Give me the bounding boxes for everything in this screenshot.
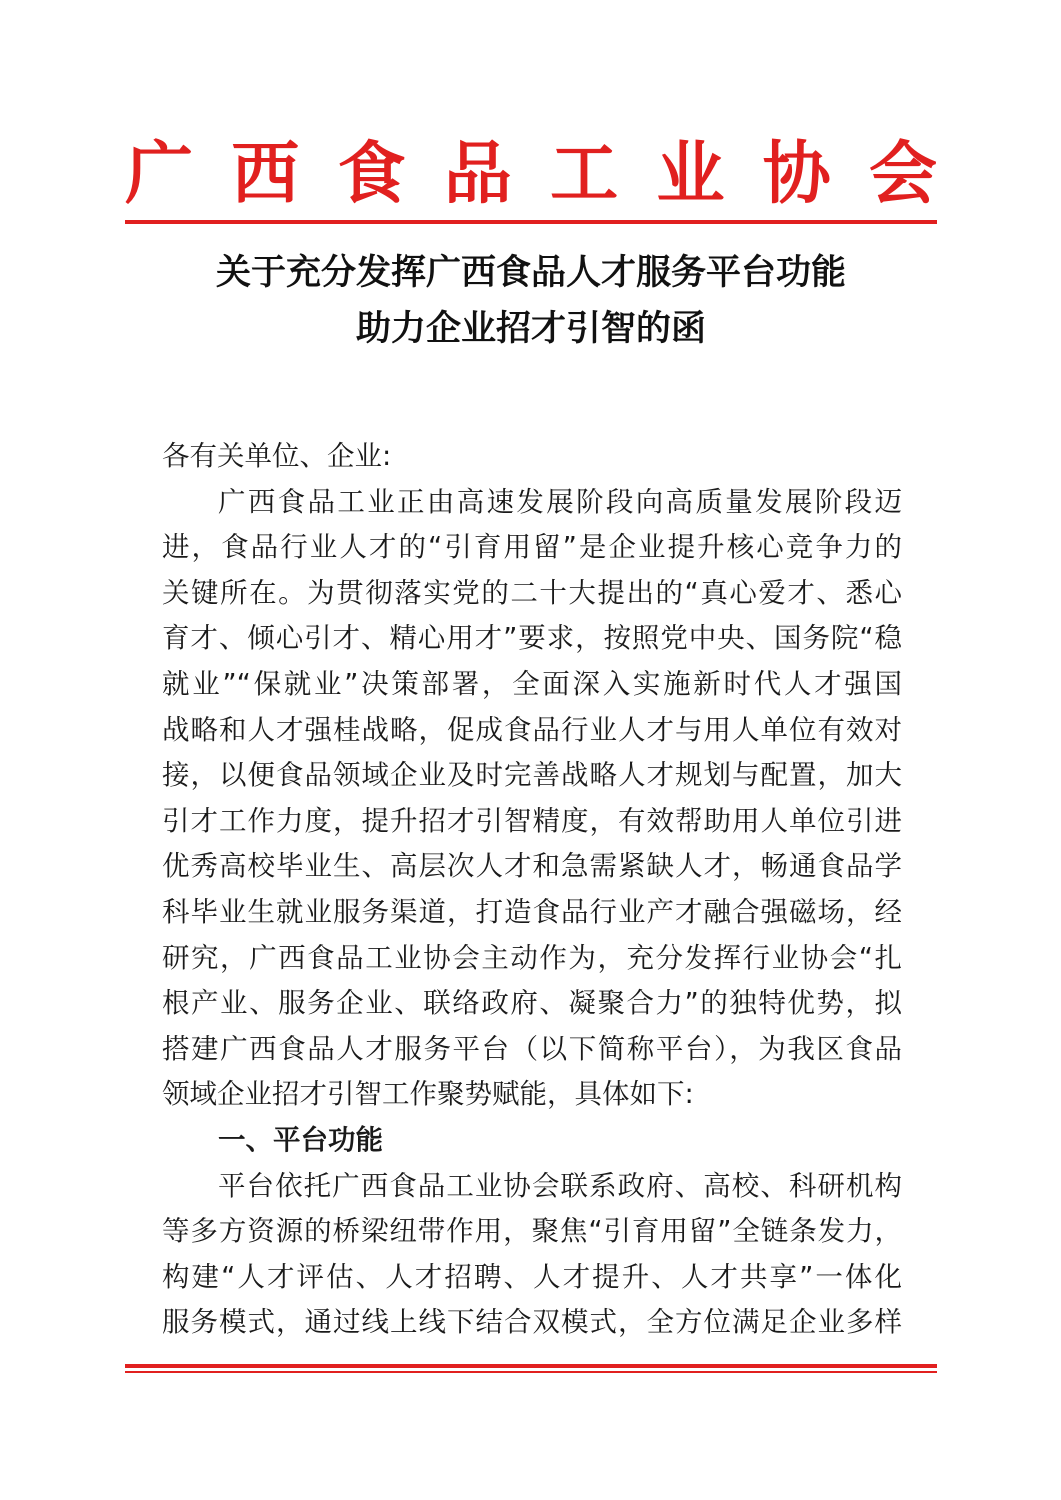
body-line: 接，以便食品领域企业及时完善战略人才规划与配置，加大 xyxy=(162,759,902,792)
document-title-line-1: 关于充分发挥广西食品人才服务平台功能 xyxy=(215,252,846,293)
body-line: 根产业、服务企业、联络政府、凝聚合力”的独特优势，拟 xyxy=(162,987,902,1020)
section-heading: 一、平台功能 xyxy=(218,1123,383,1156)
body-line: 领域企业招才引智工作聚势赋能，具体如下: xyxy=(162,1078,694,1111)
body-line: 服务模式，通过线上线下结合双模式，全方位满足企业多样 xyxy=(162,1306,902,1339)
body-line: 广西食品工业正由高速发展阶段向高质量发展阶段迈 xyxy=(218,485,902,518)
letterhead-char: 会 xyxy=(868,134,937,214)
letterhead-char: 食 xyxy=(337,134,406,214)
letterhead-char: 西 xyxy=(231,134,300,214)
body-line: 等多方资源的桥梁纽带作用，聚焦“引育用留”全链条发力， xyxy=(162,1215,902,1248)
footer-divider-thin xyxy=(125,1371,937,1373)
letterhead-char: 广 xyxy=(125,134,194,214)
body-line: 引才工作力度，提升招才引智精度，有效帮助用人单位引进 xyxy=(162,804,902,837)
letterhead-char: 品 xyxy=(443,134,512,214)
body-line: 搭建广西食品人才服务平台（以下简称平台），为我区食品 xyxy=(162,1032,902,1065)
body-line: 科毕业生就业服务渠道，打造食品行业产才融合强磁场，经 xyxy=(162,895,902,928)
salutation: 各有关单位、企业: xyxy=(162,440,392,472)
body-line: 就业”“保就业”决策部署，全面深入实施新时代人才强国 xyxy=(162,667,902,700)
letterhead-char: 工 xyxy=(550,134,619,214)
body-line: 育才、倾心引才、精心用才”要求，按照党中央、国务院“稳 xyxy=(162,622,902,655)
body-line: 进，食品行业人才的“引育用留”是企业提升核心竞争力的 xyxy=(162,531,902,564)
body-line: 平台依托广西食品工业协会联系政府、高校、科研机构 xyxy=(218,1169,902,1202)
letterhead-divider xyxy=(125,220,937,224)
body-line: 研究，广西食品工业协会主动作为，充分发挥行业协会“扎 xyxy=(162,941,902,974)
letterhead-char: 业 xyxy=(656,134,725,214)
body-line: 优秀高校毕业生、高层次人才和急需紧缺人才，畅通食品学 xyxy=(162,850,902,883)
letterhead-char: 协 xyxy=(762,134,831,214)
body-line: 关键所在。为贯彻落实党的二十大提出的“真心爱才、悉心 xyxy=(162,576,902,609)
footer-divider-thick xyxy=(125,1364,937,1368)
document-body xyxy=(162,434,902,1346)
letterhead-title xyxy=(125,134,937,214)
body-line: 构建“人才评估、人才招聘、人才提升、人才共享”一体化 xyxy=(162,1260,902,1293)
body-line: 战略和人才强桂战略，促成食品行业人才与用人单位有效对 xyxy=(162,713,902,746)
document-title-line-2: 助力企业招才引智的函 xyxy=(355,308,706,349)
